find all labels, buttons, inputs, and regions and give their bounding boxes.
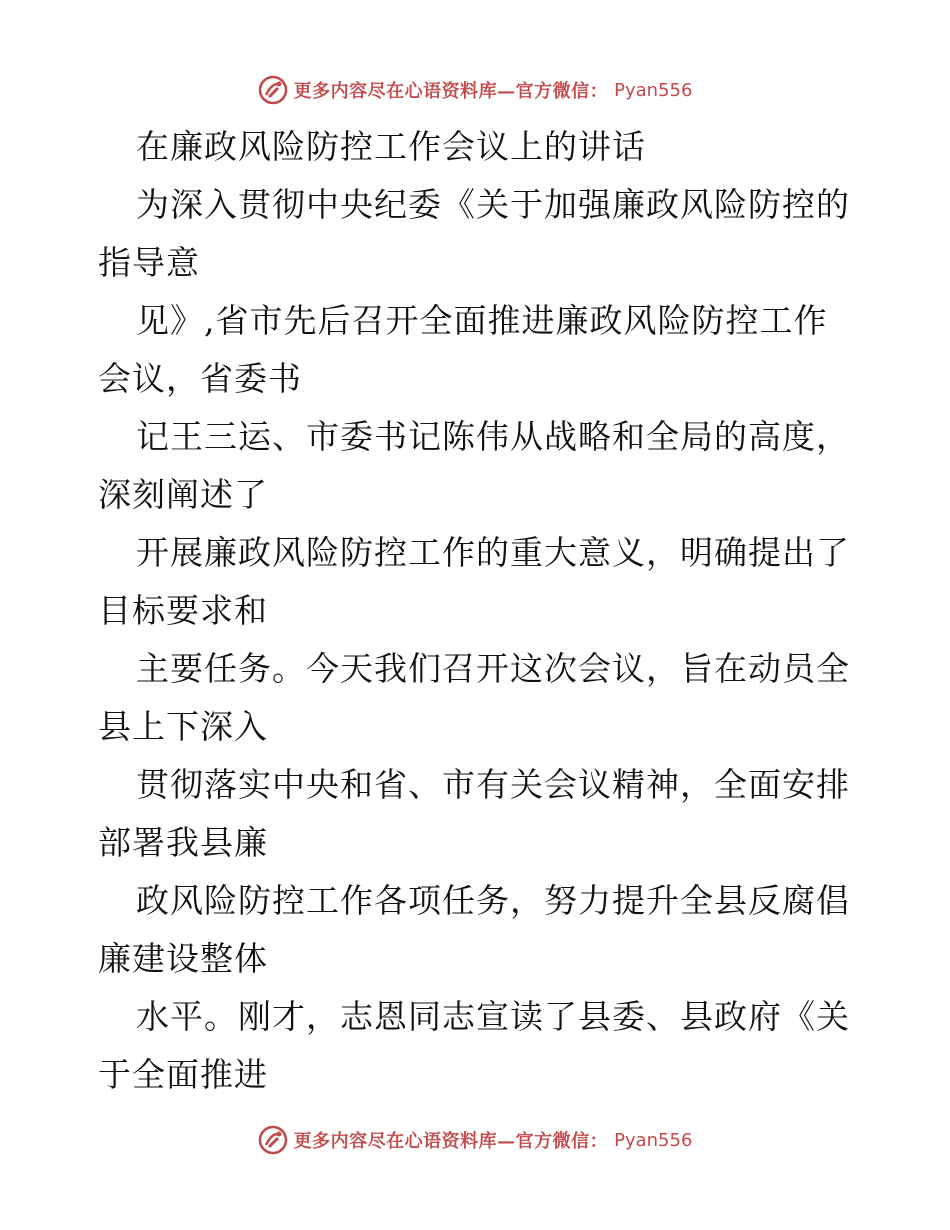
watermark-id: Pyan556 [614,1129,693,1151]
header-watermark [0,70,950,110]
paragraph-line: 贯彻落实中央和省、市有关会议精神，全面安排 [136,765,850,804]
paragraph-line: 廉建设整体 [98,939,268,978]
paragraph-line: 目标要求和 [98,591,268,630]
brand-logo-icon [258,75,288,105]
paragraph-line: 县上下深入 [98,707,268,746]
watermark-id: Pyan556 [614,79,693,101]
watermark-group [258,1125,693,1155]
document-title: 在廉政风险防控工作会议上的讲话 [136,127,646,166]
paragraph-line: 见》,省市先后召开全面推进廉政风险防控工作 [136,301,828,340]
paragraph-line: 部署我县廉 [98,823,268,862]
footer-watermark [0,1120,950,1160]
document-body [98,118,858,1104]
paragraph-line: 深刻阐述了 [98,475,268,514]
paragraph-line: 水平。刚才，志恩同志宣读了县委、县政府《关 [136,997,850,1036]
brand-logo-icon [258,1125,288,1155]
watermark-text: 更多内容尽在心语资料库—官方微信： [293,1131,609,1152]
watermark-text: 更多内容尽在心语资料库—官方微信： [293,81,609,102]
watermark-group [258,75,693,105]
paragraph-line: 开展廉政风险防控工作的重大意义，明确提出了 [136,533,850,572]
paragraph-line: 会议，省委书 [98,359,302,398]
paragraph-line: 记王三运、市委书记陈伟从战略和全局的高度， [136,417,850,456]
paragraph-line: 政风险防控工作各项任务，努力提升全县反腐倡 [136,881,850,920]
paragraph-line: 为深入贯彻中央纪委《关于加强廉政风险防控的 [136,185,850,224]
paragraph-line: 指导意 [98,243,200,282]
paragraph-line: 于全面推进 [98,1055,268,1094]
paragraph-line: 主要任务。今天我们召开这次会议，旨在动员全 [136,649,850,688]
